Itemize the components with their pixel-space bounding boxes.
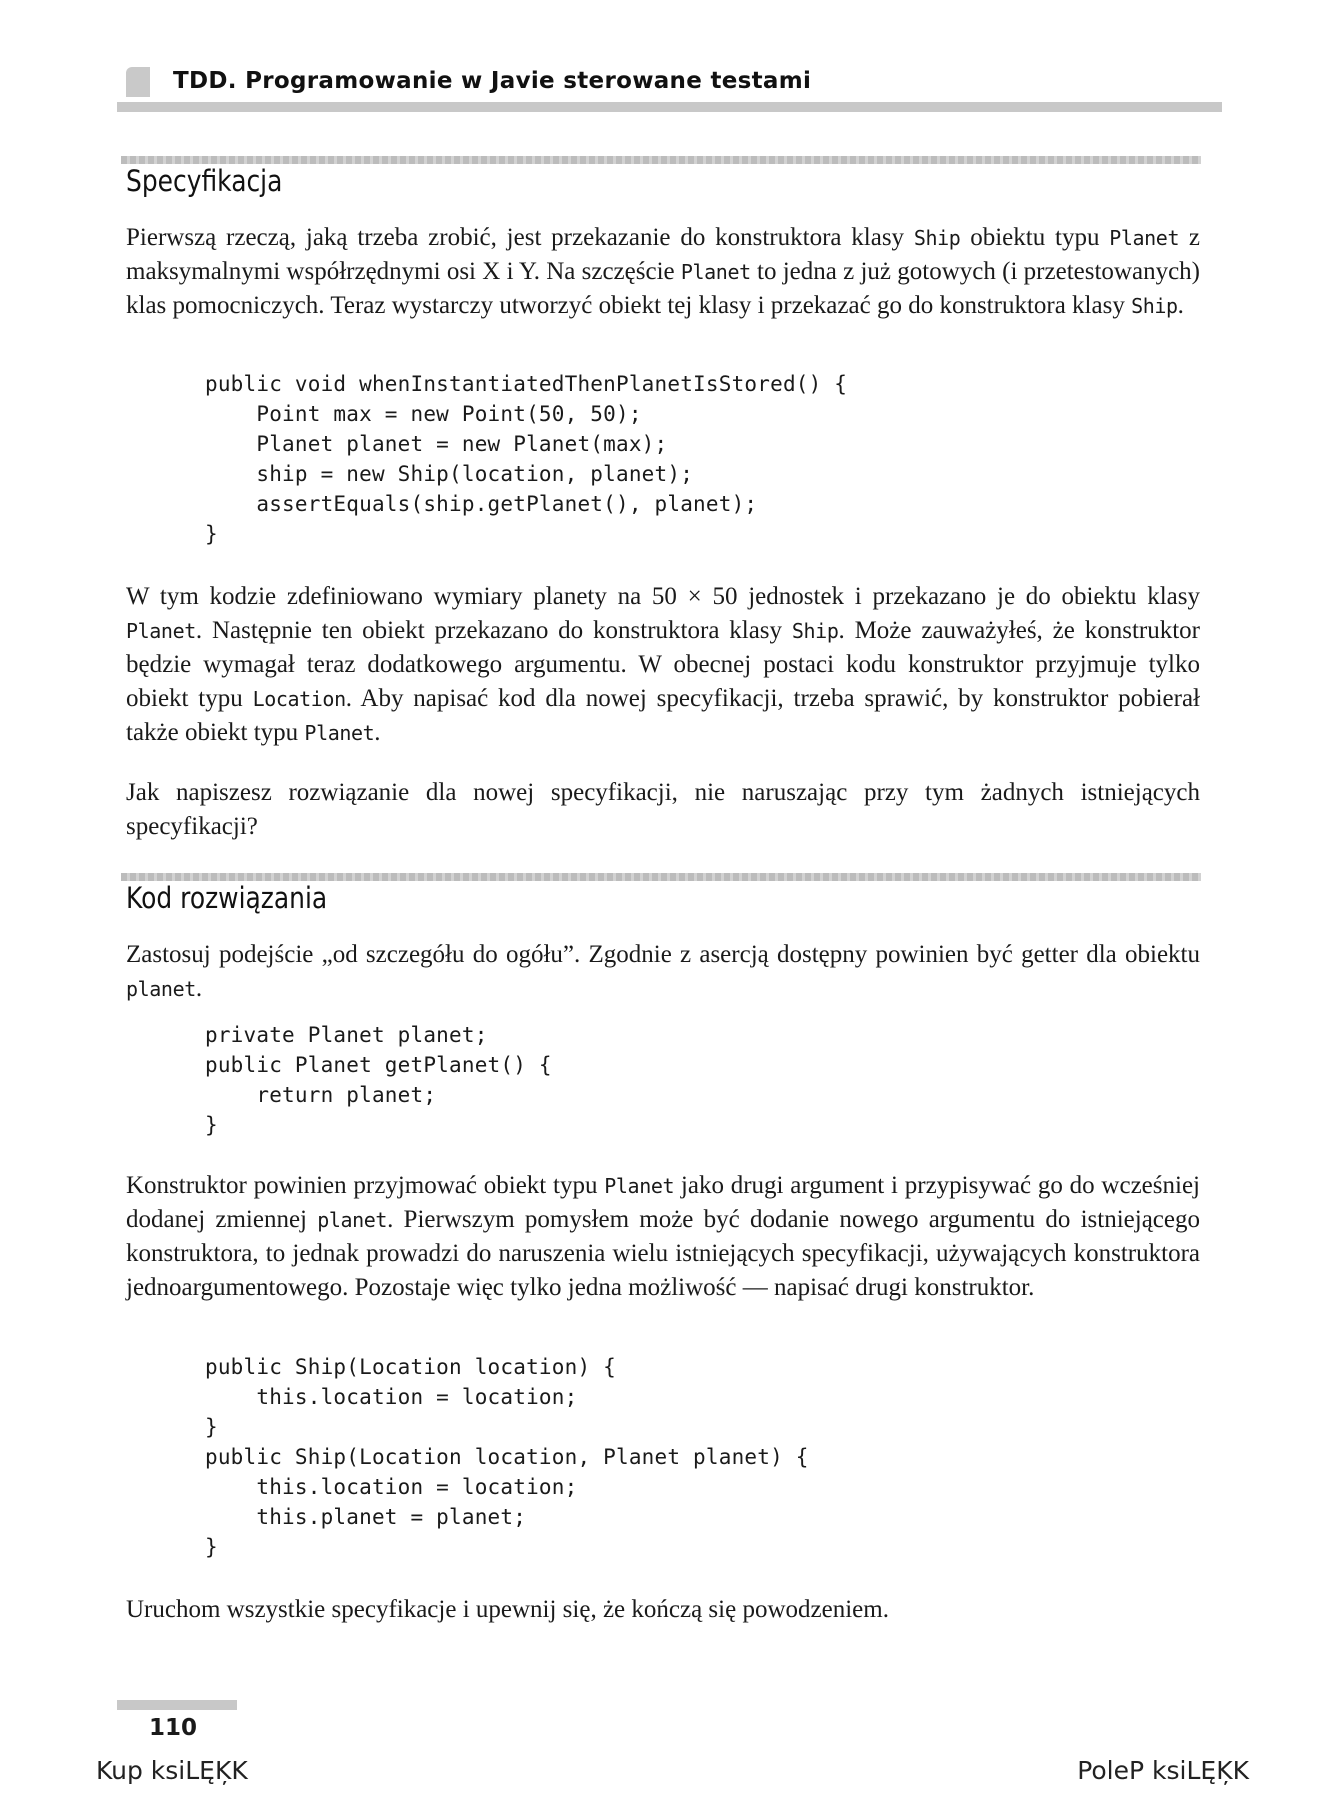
inline-code: planet	[317, 1208, 388, 1232]
inline-code: Planet	[604, 1174, 675, 1198]
paragraph: Pierwszą rzeczą, jaką trzeba zrobić, jest przekazanie do konstruktora klasy Ship obiektu typu Planet z maksymalnymi współrzędnymi osi X i Y. Na szczęście Planet to jedna z już gotowych (i przetestowanych) klas pomocniczych. Teraz wystarczy utworzyć obiekt tej klasy i przekazać go do konstruktora klasy Ship.	[126, 224, 1200, 319]
paragraph: Jak napiszesz rozwiązanie dla nowej specyfikacji, nie naruszając przy tym żadnych istniejących specyfikacji?	[126, 779, 1200, 840]
section-heading-specification: Specyfikacja	[126, 164, 283, 198]
page-number: 110	[149, 1715, 198, 1741]
paragraph: W tym kodzie zdefiniowano wymiary planety na 50 × 50 jednostek i przekazano je do obiektu klasy Planet. Następnie ten obiekt przekazano do konstruktora klasy Ship. Może zauważyłeś, że konstruktor będzie wymagał teraz dodatkowego argumentu. W obecnej postaci kodu konstruktor przyjmuje tylko obiekt typu Location. Aby napisać kod dla nowej specyfikacji, trzeba sprawić, by konstruktor pobierał także obiekt typu Planet.	[126, 583, 1200, 746]
footer-rule	[117, 1700, 237, 1710]
inline-code: Location	[252, 687, 346, 711]
inline-code: Planet	[680, 260, 751, 284]
code-listing: public void whenInstantiatedThenPlanetIsStored() { Point max = new Point(50, 50); Planet planet = new Planet(max); ship = new Ship(location, planet); assertEquals(ship.getPlanet(), planet); }	[205, 372, 848, 546]
book-title: TDD. Programowanie w Javie sterowane testami	[173, 68, 812, 94]
rate-book-link[interactable]: PoleP ksiLĘĶK	[1077, 1756, 1249, 1785]
inline-code: Planet	[126, 619, 196, 643]
section-heading-solution: Kod rozwiązania	[126, 881, 328, 915]
section-divider	[121, 873, 1201, 881]
paragraph: Konstruktor powinien przyjmować obiekt typu Planet jako drugi argument i przypisywać go do wcześniej dodanej zmiennej planet. Pierwszym pomysłem może być dodanie nowego argumentu do istniejącego konstruktora, to jednak prowadzi do naruszenia wielu istniejących specyfikacji, używających konstruktora jednoargumentowego. Pozostaje więc tylko jedna możliwość — napisać drugi konstruktor.	[126, 1172, 1200, 1301]
inline-code: Planet	[1109, 226, 1180, 250]
buy-book-link[interactable]: Kup ksiLĘĶK	[96, 1756, 248, 1785]
inline-code: planet	[126, 977, 196, 1001]
inline-code: Planet	[304, 721, 375, 745]
inline-code: Ship	[913, 226, 961, 250]
paragraph: Zastosuj podejście „od szczegółu do ogółu”. Zgodnie z asercją dostępny powinien być getter dla obiektu planet.	[126, 941, 1200, 1002]
running-header	[117, 64, 1222, 112]
code-listing: private Planet planet; public Planet getPlanet() { return planet; }	[205, 1023, 552, 1137]
section-divider	[121, 156, 1201, 164]
inline-code: Ship	[791, 619, 839, 643]
header-rule	[117, 102, 1222, 112]
inline-code: Ship	[1131, 294, 1178, 318]
paragraph: Uruchom wszystkie specyfikacje i upewnij się, że kończą się powodzeniem.	[126, 1596, 889, 1623]
header-tab-marker	[126, 67, 150, 97]
code-listing: public Ship(Location location) { this.location = location; } public Ship(Location location, Planet planet) { this.location = location; this.planet = planet; }	[205, 1355, 809, 1559]
